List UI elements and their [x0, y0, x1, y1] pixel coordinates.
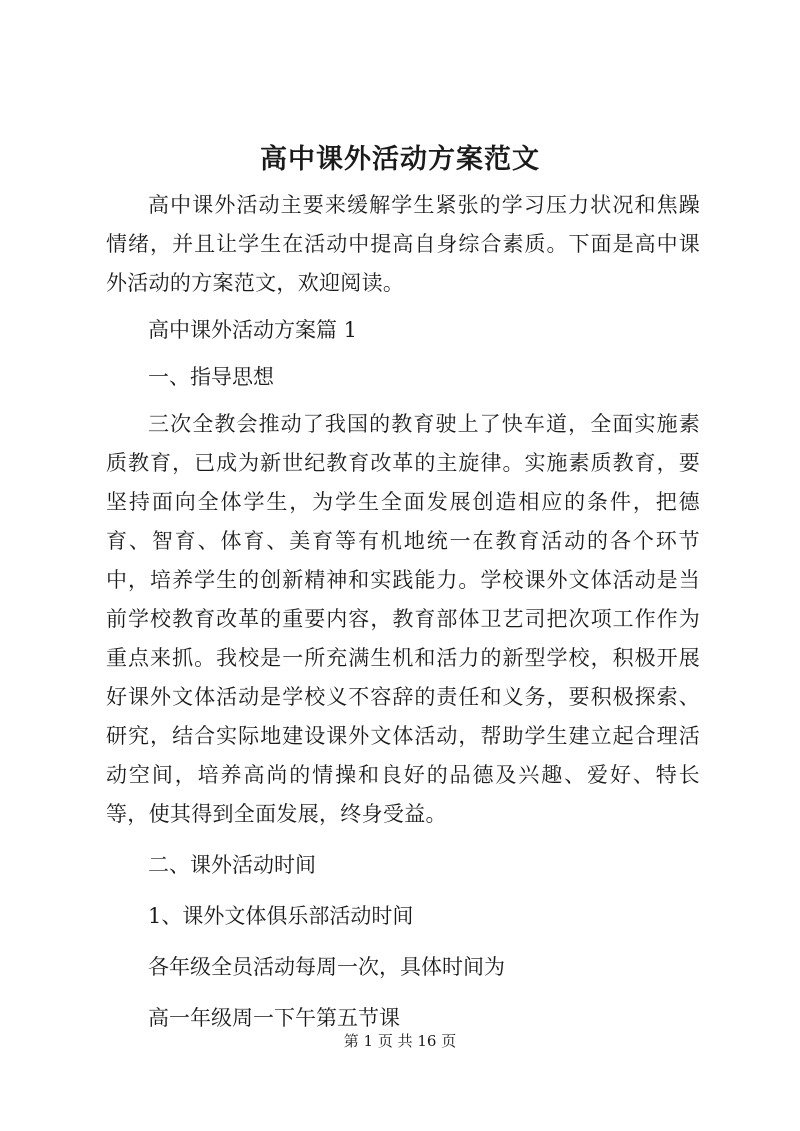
list-item-grade-one-schedule: 高一年级周一下午第五节课 — [148, 1006, 400, 1030]
intro-paragraph: 高中课外活动主要来缓解学生紧张的学习压力状况和焦躁情绪，并且让学生在活动中提高自身综合素质。下面是高中课外活动的方案范文，欢迎阅读。 — [106, 193, 700, 295]
plan-heading: 高中课外活动方案篇 1 — [148, 318, 358, 342]
list-item-club-time: 1、课外文体俱乐部活动时间 — [148, 904, 414, 928]
page-footer: 第 1 页 共 16 页 — [343, 1032, 457, 1050]
list-item-weekly-activity: 各年级全员活动每周一次，具体时间为 — [148, 955, 505, 979]
document-body — [106, 186, 700, 1038]
section-heading-guiding-thought: 一、指导思想 — [148, 365, 274, 389]
guiding-thought-paragraph: 三次全教会推动了我国的教育驶上了快车道，全面实施素质教育，已成为新世纪教育改革的主旋律。实施素质教育，要坚持面向全体学生，为学生全面发展创造相应的条件，把德育、智育、体育、美育等有机地统一在教育活动的各个环节中，培养学生的创新精神和实践能力。学校课外文体活动是当前学校教育改革的重要内容，教育部体卫艺司把次项工作作为重点来抓。我校是一所充满生机和活力的新型学校，积极开展好课外文体活动是学校义不容辞的责任和义务，要积极探索、研究，结合实际地建设课外文体活动，帮助学生建立起合理活动空间，培养高尚的情操和良好的品德及兴趣、爱好、特长等，使其得到全面发展，终身受益。 — [106, 412, 700, 826]
section-heading-activity-time: 二、课外活动时间 — [148, 853, 316, 877]
document-title: 高中课外活动方案范文 — [260, 144, 540, 175]
